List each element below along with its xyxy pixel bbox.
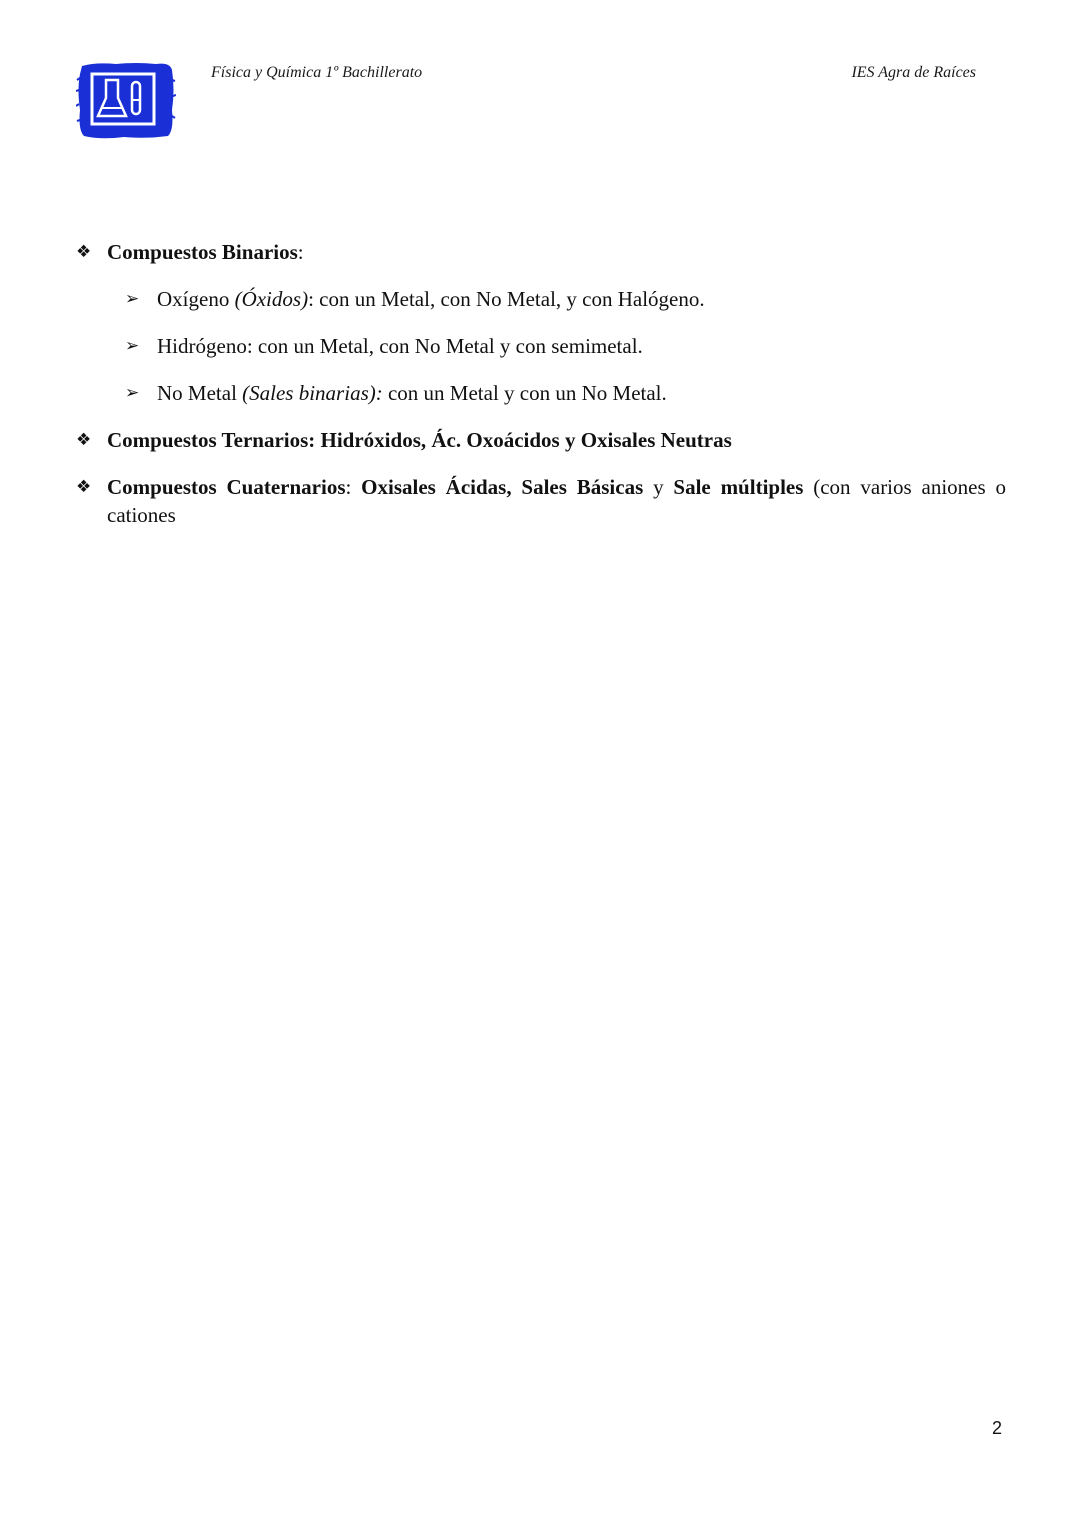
arrow-bullet-icon: ➢ — [125, 336, 140, 356]
sub-item-rest: : con un Metal, con No Metal, y con Halógeno. — [308, 287, 705, 311]
sub-list-binarios — [125, 285, 1006, 407]
item-separator: : — [345, 475, 362, 499]
diamond-bullet-icon: ❖ — [76, 242, 92, 262]
sub-item-rest: con un Metal y con un No Metal. — [382, 381, 667, 405]
document-body — [76, 238, 1006, 548]
sub-item-lead: Hidrógeno: con un Metal, con No Metal y con semimetal. — [157, 334, 643, 358]
list-item-binarios — [76, 238, 1006, 407]
list-item-ternarios — [76, 426, 1006, 454]
arrow-bullet-icon: ➢ — [125, 383, 140, 403]
arrow-bullet-icon: ➢ — [125, 289, 140, 309]
item-title: Compuestos Ternarios: Hidróxidos, Ác. Oxoácidos y Oxisales Neutras — [107, 428, 732, 452]
item-separator: y — [643, 475, 674, 499]
lab-flask-logo-icon — [76, 60, 176, 140]
sub-item-hidrogeno — [125, 332, 1006, 360]
page-number: 2 — [991, 1418, 1002, 1438]
item-bold-text: Oxisales Ácidas, Sales Básicas — [361, 475, 644, 499]
sub-item-italic: (Sales binarias): — [242, 381, 383, 405]
item-bold-text: Sale múltiples — [673, 475, 804, 499]
item-title: Compuestos Binarios — [107, 240, 298, 264]
sub-item-lead: No Metal — [157, 381, 243, 405]
sub-item-oxigeno — [125, 285, 1006, 313]
diamond-bullet-icon: ❖ — [76, 430, 92, 450]
item-title: Compuestos Cuaternarios — [107, 475, 346, 499]
diamond-bullet-icon: ❖ — [76, 477, 92, 497]
list-item-cuaternarios — [76, 473, 1006, 529]
item-tail-text: (con varios aniones o cationes — [107, 475, 1006, 527]
item-suffix: : — [297, 240, 304, 264]
header-course-title: Física y Química 1º Bachillerato — [211, 64, 423, 81]
sub-item-italic: (Óxidos) — [234, 287, 309, 311]
sub-item-lead: Oxígeno — [157, 287, 235, 311]
header-school-name: IES Agra de Raíces — [851, 64, 976, 81]
sub-item-no-metal — [125, 379, 1006, 407]
